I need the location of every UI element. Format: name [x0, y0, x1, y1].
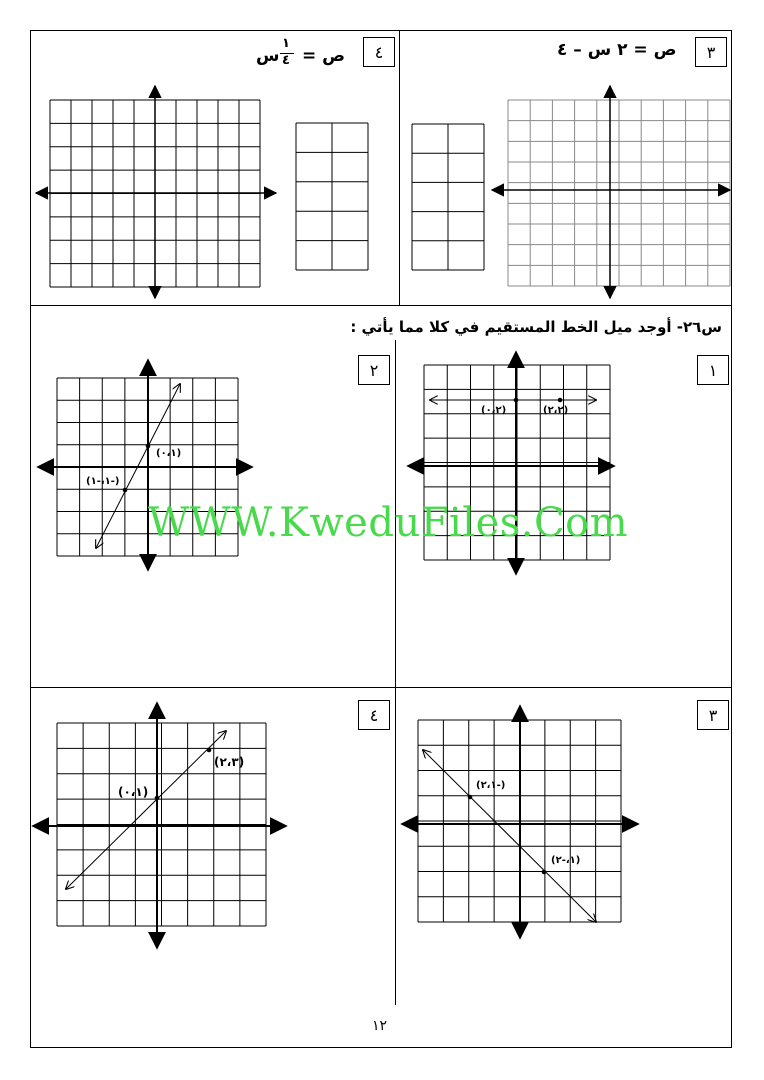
point-1b [558, 398, 563, 403]
coordinate-grid-top-3 [508, 100, 730, 286]
point-1a [514, 398, 519, 403]
value-table-top-4 [296, 123, 368, 270]
point-label-3b: (١،-٢) [551, 855, 581, 866]
point-label-3a: (-٢،١) [476, 780, 506, 791]
point-4b [207, 748, 212, 753]
coordinate-grid-4 [57, 723, 266, 926]
point-label-2a: (٠،١) [156, 448, 182, 459]
point-label-2b: (-١،-١) [86, 476, 120, 487]
panel-number-top-3: ٣ [695, 37, 727, 67]
point-label-1a: (٠،٢) [481, 405, 507, 416]
question-title: س٢٦- أوجد ميل الخط المستقيم في كلا مما يأتي : [350, 318, 722, 336]
panel-number-top-4: ٤ [363, 37, 395, 67]
equation-top-4-frac-num: ١ [282, 36, 290, 51]
point-label-1b: (٢،٢) [543, 405, 569, 416]
panel-number-2: ٢ [358, 355, 390, 385]
point-3b [542, 870, 547, 875]
line-4 [66, 731, 226, 889]
point-label-4a: (٠،١) [118, 785, 149, 799]
equation-top-4-right: س [256, 46, 280, 66]
equation-top-4-left: ص = [302, 46, 346, 66]
equation-top-4-frac-den: ٤ [282, 53, 290, 68]
point-2a [146, 444, 151, 449]
point-3a [468, 795, 473, 800]
point-4a [155, 796, 160, 801]
point-label-4b: (٢،٣) [214, 755, 245, 769]
panel-number-4: ٤ [358, 700, 390, 730]
panel-number-3: ٣ [697, 700, 729, 730]
panel-number-1: ١ [697, 355, 729, 385]
point-2b [123, 488, 128, 493]
page-number: ١٢ [372, 1018, 388, 1034]
value-table-top-3 [412, 124, 484, 270]
watermark: WWW.KweduFiles.Com [148, 500, 629, 546]
equation-top-3: ص = ٢ س – ٤ [557, 40, 677, 60]
